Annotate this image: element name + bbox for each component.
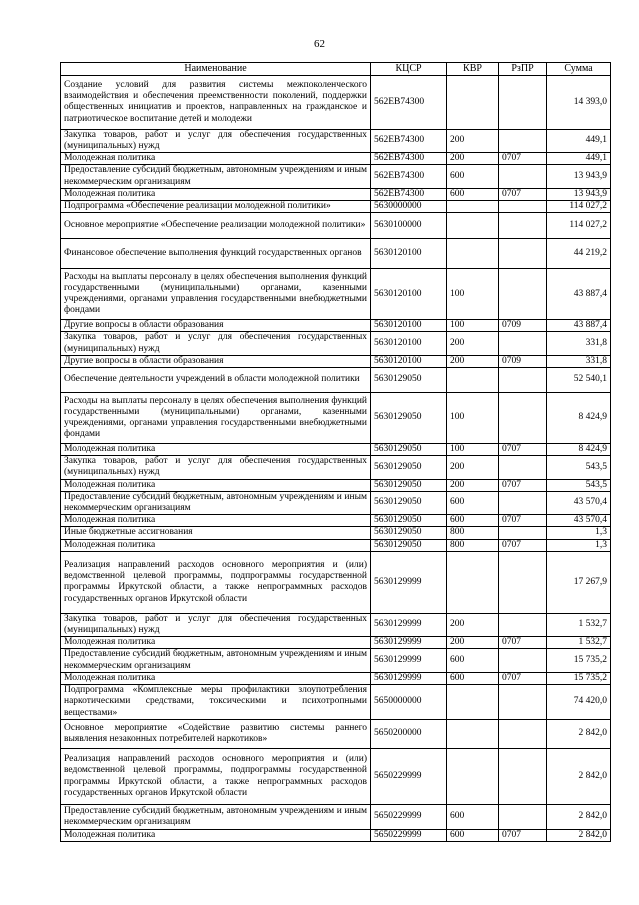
row-rzpr-cell: 0707 — [499, 830, 547, 842]
row-name-cell: Подпрограмма «Комплексные меры профилактики злоупотребления наркотическими средствами, токсическими и психотропными веществами» — [61, 685, 371, 720]
row-kcsr-cell: 5630120100 — [371, 355, 447, 367]
row-kcsr-cell: 5650000000 — [371, 685, 447, 720]
row-sum-cell: 43 887,4 — [547, 269, 611, 320]
row-name-cell: Молодежная политика — [61, 188, 371, 200]
row-kcsr-cell: 5630120100 — [371, 332, 447, 355]
row-kvr-cell: 200 — [447, 355, 499, 367]
row-kvr-cell: 100 — [447, 444, 499, 456]
row-sum-cell: 449,1 — [547, 129, 611, 152]
row-kvr-cell: 200 — [447, 613, 499, 636]
row-name-cell: Подпрограмма «Обеспечение реализации молодежной политики» — [61, 201, 371, 213]
row-kcsr-cell: 562EВ74300 — [371, 165, 447, 188]
row-kcsr-cell: 5630129050 — [371, 527, 447, 539]
row-rzpr-cell — [499, 332, 547, 355]
row-rzpr-cell: 0707 — [499, 479, 547, 491]
row-kcsr-cell: 5630120100 — [371, 320, 447, 332]
row-name-cell: Предоставление субсидий бюджетным, автономным учреждениям и иным некоммерческим организациям — [61, 805, 371, 830]
row-name-cell: Основное мероприятие «Содействие развитию системы раннего выявления незаконных потребителей наркотиков» — [61, 720, 371, 749]
row-kcsr-cell: 5650229999 — [371, 830, 447, 842]
row-kvr-cell: 600 — [447, 188, 499, 200]
row-kcsr-cell: 5630129050 — [371, 444, 447, 456]
row-kvr-cell: 600 — [447, 672, 499, 684]
row-name-cell: Закупка товаров, работ и услуг для обеспечения государственных (муниципальных) нужд — [61, 129, 371, 152]
row-name-cell: Предоставление субсидий бюджетным, автономным учреждениям и иным некоммерческим организациям — [61, 649, 371, 672]
table-row — [61, 551, 611, 613]
table-row — [61, 720, 611, 749]
row-kcsr-cell: 5630129050 — [371, 479, 447, 491]
row-kcsr-cell: 5630120100 — [371, 239, 447, 269]
table-row — [61, 637, 611, 649]
row-rzpr-cell: 0707 — [499, 515, 547, 527]
row-rzpr-cell — [499, 75, 547, 129]
row-rzpr-cell: 0707 — [499, 637, 547, 649]
row-name-cell: Молодежная политика — [61, 479, 371, 491]
row-rzpr-cell — [499, 213, 547, 239]
row-rzpr-cell: 0707 — [499, 188, 547, 200]
budget-table — [60, 62, 611, 842]
row-sum-cell: 15 735,2 — [547, 649, 611, 672]
row-kcsr-cell: 5630129999 — [371, 672, 447, 684]
row-rzpr-cell — [499, 269, 547, 320]
row-name-cell: Расходы на выплаты персоналу в целях обеспечения выполнения функций государственными (муниципальными) органами, казенными учреждениями, органами управления государственными внебюджетными фондами — [61, 269, 371, 320]
row-kvr-cell: 100 — [447, 320, 499, 332]
row-name-cell: Молодежная политика — [61, 830, 371, 842]
row-sum-cell: 114 027,2 — [547, 201, 611, 213]
table-row — [61, 165, 611, 188]
row-sum-cell: 8 424,9 — [547, 444, 611, 456]
row-sum-cell: 13 943,9 — [547, 165, 611, 188]
row-rzpr-cell — [499, 613, 547, 636]
row-kvr-cell: 600 — [447, 805, 499, 830]
row-sum-cell: 44 219,2 — [547, 239, 611, 269]
row-sum-cell: 114 027,2 — [547, 213, 611, 239]
row-kvr-cell: 600 — [447, 515, 499, 527]
row-kvr-cell — [447, 75, 499, 129]
row-kvr-cell: 200 — [447, 479, 499, 491]
row-kcsr-cell: 5630129999 — [371, 637, 447, 649]
row-kvr-cell — [447, 368, 499, 393]
row-rzpr-cell — [499, 720, 547, 749]
table-row — [61, 368, 611, 393]
row-kvr-cell: 600 — [447, 491, 499, 514]
table-row — [61, 685, 611, 720]
row-kvr-cell — [447, 239, 499, 269]
row-rzpr-cell — [499, 491, 547, 514]
row-kcsr-cell: 5650200000 — [371, 720, 447, 749]
row-rzpr-cell — [499, 368, 547, 393]
row-kcsr-cell: 5630000000 — [371, 201, 447, 213]
table-body — [61, 75, 611, 841]
header-kvr: КВР — [447, 63, 499, 76]
row-sum-cell: 43 570,4 — [547, 515, 611, 527]
row-sum-cell: 43 887,4 — [547, 320, 611, 332]
row-sum-cell: 52 540,1 — [547, 368, 611, 393]
row-sum-cell: 1,3 — [547, 539, 611, 551]
row-kvr-cell: 100 — [447, 393, 499, 444]
table-row — [61, 649, 611, 672]
table-row — [61, 456, 611, 479]
row-kcsr-cell: 5630129050 — [371, 393, 447, 444]
table-row — [61, 213, 611, 239]
table-row — [61, 672, 611, 684]
row-sum-cell: 74 420,0 — [547, 685, 611, 720]
row-rzpr-cell: 0707 — [499, 672, 547, 684]
row-rzpr-cell — [499, 239, 547, 269]
row-kcsr-cell: 5630129050 — [371, 368, 447, 393]
table-header-row — [61, 63, 611, 76]
row-sum-cell: 15 735,2 — [547, 672, 611, 684]
row-sum-cell: 543,5 — [547, 479, 611, 491]
table-row — [61, 355, 611, 367]
row-kcsr-cell: 5630129999 — [371, 649, 447, 672]
row-kvr-cell: 600 — [447, 649, 499, 672]
row-kvr-cell: 100 — [447, 269, 499, 320]
row-name-cell: Молодежная политика — [61, 444, 371, 456]
row-name-cell: Закупка товаров, работ и услуг для обеспечения государственных (муниципальных) нужд — [61, 332, 371, 355]
row-sum-cell: 331,8 — [547, 355, 611, 367]
row-sum-cell: 2 842,0 — [547, 805, 611, 830]
row-kcsr-cell: 5630120100 — [371, 269, 447, 320]
row-name-cell: Создание условий для развития системы межпоколенческого взаимодействия и обеспечения преемственности поколений, поддержки общественных инициатив и проектов, направленных на гражданское и патриотическое воспитание детей и молодежи — [61, 75, 371, 129]
table-row — [61, 613, 611, 636]
row-rzpr-cell — [499, 685, 547, 720]
header-sum: Сумма — [547, 63, 611, 76]
table-row — [61, 444, 611, 456]
row-sum-cell: 449,1 — [547, 153, 611, 165]
row-sum-cell: 2 842,0 — [547, 830, 611, 842]
row-name-cell: Другие вопросы в области образования — [61, 320, 371, 332]
row-kvr-cell: 200 — [447, 637, 499, 649]
row-kcsr-cell: 5630129999 — [371, 613, 447, 636]
row-kvr-cell — [447, 685, 499, 720]
row-sum-cell: 543,5 — [547, 456, 611, 479]
row-sum-cell: 14 393,0 — [547, 75, 611, 129]
row-name-cell: Молодежная политика — [61, 539, 371, 551]
table-row — [61, 539, 611, 551]
row-kvr-cell: 800 — [447, 539, 499, 551]
row-rzpr-cell: 0707 — [499, 153, 547, 165]
row-rzpr-cell — [499, 393, 547, 444]
row-rzpr-cell: 0707 — [499, 444, 547, 456]
row-kcsr-cell: 562EВ74300 — [371, 188, 447, 200]
row-name-cell: Обеспечение деятельности учреждений в области молодежной политики — [61, 368, 371, 393]
row-kcsr-cell: 562EВ74300 — [371, 129, 447, 152]
row-kcsr-cell: 5630129050 — [371, 456, 447, 479]
row-sum-cell: 43 570,4 — [547, 491, 611, 514]
row-sum-cell: 13 943,9 — [547, 188, 611, 200]
row-sum-cell: 2 842,0 — [547, 720, 611, 749]
row-rzpr-cell: 0709 — [499, 355, 547, 367]
table-row — [61, 527, 611, 539]
table-row — [61, 188, 611, 200]
row-kvr-cell: 800 — [447, 527, 499, 539]
row-rzpr-cell — [499, 551, 547, 613]
row-kcsr-cell: 5650229999 — [371, 749, 447, 805]
row-name-cell: Молодежная политика — [61, 637, 371, 649]
row-rzpr-cell — [499, 749, 547, 805]
row-rzpr-cell — [499, 165, 547, 188]
table-row — [61, 393, 611, 444]
row-sum-cell: 8 424,9 — [547, 393, 611, 444]
row-kcsr-cell: 562EВ74300 — [371, 153, 447, 165]
row-rzpr-cell — [499, 805, 547, 830]
row-name-cell: Реализация направлений расходов основного мероприятия и (или) ведомственной целевой программы, подпрограммы государственной программы Иркутской области, а также непрограммных расходов государственных органов Иркутской области — [61, 749, 371, 805]
row-rzpr-cell: 0707 — [499, 539, 547, 551]
row-rzpr-cell — [499, 527, 547, 539]
table-row — [61, 269, 611, 320]
row-kvr-cell — [447, 551, 499, 613]
row-name-cell: Молодежная политика — [61, 515, 371, 527]
table-row — [61, 830, 611, 842]
row-name-cell: Реализация направлений расходов основного мероприятия и (или) ведомственной целевой программы, подпрограммы государственной программы Иркутской области, а также непрограммных расходов государственных органов Иркутской области — [61, 551, 371, 613]
table-row — [61, 153, 611, 165]
header-rzpr: РзПР — [499, 63, 547, 76]
row-name-cell: Иные бюджетные ассигнования — [61, 527, 371, 539]
row-name-cell: Закупка товаров, работ и услуг для обеспечения государственных (муниципальных) нужд — [61, 456, 371, 479]
table-row — [61, 75, 611, 129]
row-name-cell: Расходы на выплаты персоналу в целях обеспечения выполнения функций государственными (муниципальными) органами, казенными учреждениями, органами управления государственными внебюджетными фондами — [61, 393, 371, 444]
row-sum-cell: 1 532,7 — [547, 613, 611, 636]
table-row — [61, 491, 611, 514]
row-kcsr-cell: 562EВ74300 — [371, 75, 447, 129]
row-kcsr-cell: 5630129050 — [371, 491, 447, 514]
row-name-cell: Закупка товаров, работ и услуг для обеспечения государственных (муниципальных) нужд — [61, 613, 371, 636]
row-kvr-cell: 600 — [447, 830, 499, 842]
table-row — [61, 805, 611, 830]
row-sum-cell: 331,8 — [547, 332, 611, 355]
table-row — [61, 332, 611, 355]
row-sum-cell: 17 267,9 — [547, 551, 611, 613]
row-name-cell: Финансовое обеспечение выполнения функций государственных органов — [61, 239, 371, 269]
table-row — [61, 320, 611, 332]
row-name-cell: Другие вопросы в области образования — [61, 355, 371, 367]
row-rzpr-cell: 0709 — [499, 320, 547, 332]
table-row — [61, 201, 611, 213]
table-row — [61, 479, 611, 491]
row-rzpr-cell — [499, 129, 547, 152]
row-kcsr-cell: 5630129050 — [371, 515, 447, 527]
row-kcsr-cell: 5630129999 — [371, 551, 447, 613]
row-sum-cell: 1,3 — [547, 527, 611, 539]
row-rzpr-cell — [499, 456, 547, 479]
row-kvr-cell — [447, 720, 499, 749]
row-kcsr-cell: 5630129050 — [371, 539, 447, 551]
row-kvr-cell — [447, 201, 499, 213]
header-name: Наименование — [61, 63, 371, 76]
table-row — [61, 515, 611, 527]
row-sum-cell: 1 532,7 — [547, 637, 611, 649]
row-name-cell: Молодежная политика — [61, 153, 371, 165]
table-row — [61, 749, 611, 805]
row-kcsr-cell: 5650229999 — [371, 805, 447, 830]
table-row — [61, 239, 611, 269]
row-kvr-cell: 200 — [447, 153, 499, 165]
row-rzpr-cell — [499, 649, 547, 672]
row-rzpr-cell — [499, 201, 547, 213]
row-kvr-cell: 600 — [447, 165, 499, 188]
page-number: 62 — [314, 38, 325, 50]
row-kvr-cell — [447, 213, 499, 239]
row-name-cell: Молодежная политика — [61, 672, 371, 684]
row-kvr-cell: 200 — [447, 456, 499, 479]
row-kvr-cell: 200 — [447, 332, 499, 355]
row-name-cell: Предоставление субсидий бюджетным, автономным учреждениям и иным некоммерческим организациям — [61, 165, 371, 188]
row-sum-cell: 2 842,0 — [547, 749, 611, 805]
row-kvr-cell: 200 — [447, 129, 499, 152]
row-kvr-cell — [447, 749, 499, 805]
row-kcsr-cell: 5630100000 — [371, 213, 447, 239]
row-name-cell: Предоставление субсидий бюджетным, автономным учреждениям и иным некоммерческим организациям — [61, 491, 371, 514]
header-kcsr: КЦСР — [371, 63, 447, 76]
table-row — [61, 129, 611, 152]
row-name-cell: Основное мероприятие «Обеспечение реализации молодежной политики» — [61, 213, 371, 239]
